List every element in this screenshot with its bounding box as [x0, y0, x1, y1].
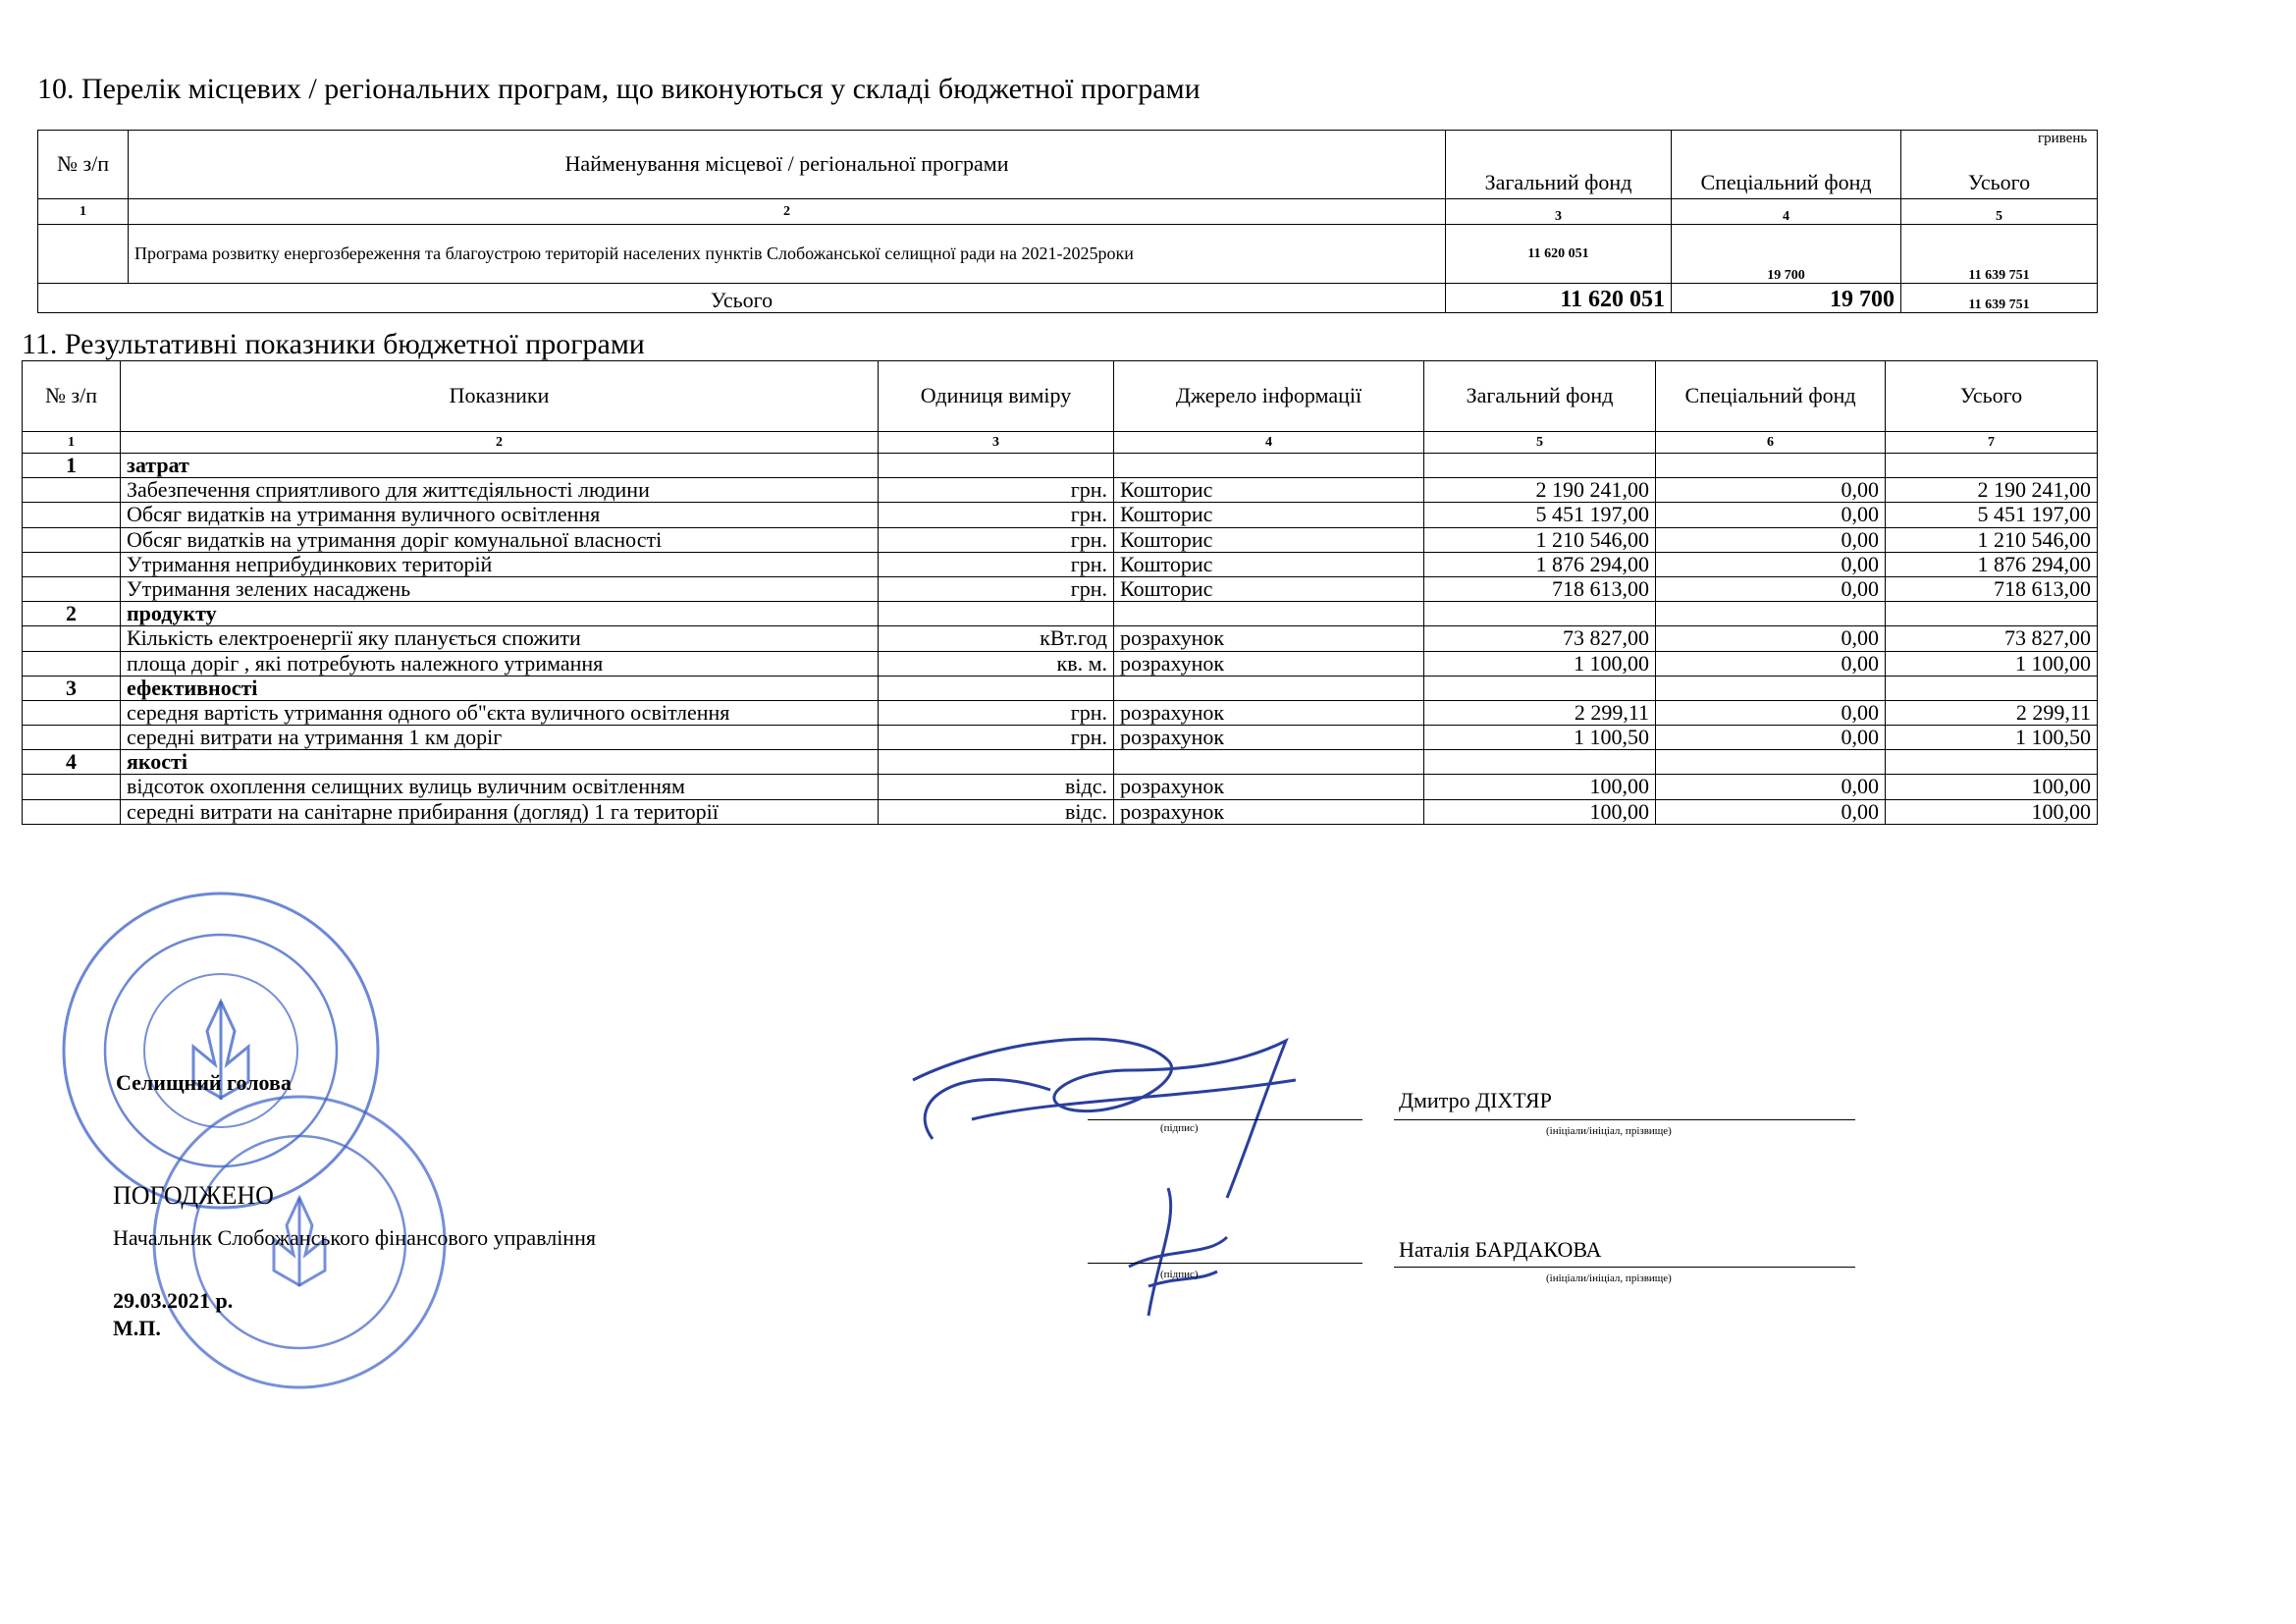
indicator-source: Кошторис — [1114, 478, 1424, 503]
header-total: Усього — [1886, 361, 2098, 432]
indicator-special: 0,00 — [1656, 651, 1886, 676]
indicator-general: 1 876 294,00 — [1424, 552, 1656, 576]
currency-unit: гривень — [2038, 131, 2088, 146]
total-row — [38, 284, 2098, 313]
finance-sign-caption: (підпис) — [1160, 1269, 1199, 1280]
header-general-fund: Загальний фонд — [1446, 131, 1672, 199]
indicator-name: середня вартість утримання одного об"єкта вуличного освітлення — [121, 700, 879, 725]
indicator-num — [23, 478, 121, 503]
empty-cell — [879, 750, 1114, 775]
header-source: Джерело інформації — [1114, 361, 1424, 432]
indicator-special: 0,00 — [1656, 799, 1886, 824]
empty-cell — [1114, 454, 1424, 478]
finance-name: Наталія БАРДАКОВА — [1399, 1237, 1602, 1262]
indicator-name: площа доріг , які потребують належного утримання — [121, 651, 879, 676]
indicator-total: 5 451 197,00 — [1886, 503, 2098, 527]
indicator-unit: грн. — [879, 726, 1114, 750]
programs-table — [37, 130, 2098, 313]
empty-cell — [1886, 454, 2098, 478]
finance-title: Начальник Слобожанського фінансового управління — [113, 1225, 596, 1250]
group-num: 1 — [23, 454, 121, 478]
header-total: Усього — [1901, 131, 2098, 199]
indicator-general: 718 613,00 — [1424, 576, 1656, 601]
indicator-unit: відс. — [879, 775, 1114, 799]
header-general-fund: Загальний фонд — [1424, 361, 1656, 432]
col-number: 4 — [1672, 199, 1901, 225]
indicator-source: Кошторис — [1114, 503, 1424, 527]
header-program-name: Найменування місцевої / регіональної програми — [129, 131, 1446, 199]
indicator-unit: відс. — [879, 799, 1114, 824]
indicator-general: 5 451 197,00 — [1424, 503, 1656, 527]
indicator-general: 73 827,00 — [1424, 626, 1656, 651]
indicator-num — [23, 726, 121, 750]
indicator-general: 1 210 546,00 — [1424, 527, 1656, 552]
indicator-num — [23, 527, 121, 552]
head-title: Селищний голова — [116, 1070, 292, 1095]
indicator-source: Кошторис — [1114, 527, 1424, 552]
program-num — [38, 225, 129, 284]
head-sign-line — [1088, 1119, 1362, 1120]
indicator-source: Кошторис — [1114, 576, 1424, 601]
indicator-source: Кошторис — [1114, 552, 1424, 576]
finance-sign-line — [1088, 1263, 1362, 1264]
table-row — [23, 700, 2098, 725]
indicator-source: розрахунок — [1114, 626, 1424, 651]
program-general: 11 620 051 — [1446, 225, 1672, 284]
indicator-general: 2 299,11 — [1424, 700, 1656, 725]
empty-cell — [1424, 676, 1656, 700]
table-row — [23, 503, 2098, 527]
indicator-total: 2 190 241,00 — [1886, 478, 2098, 503]
col-number: 5 — [1901, 199, 2098, 225]
indicator-name: Утримання неприбудинкових територій — [121, 552, 879, 576]
indicator-unit: кв. м. — [879, 651, 1114, 676]
empty-cell — [1656, 750, 1886, 775]
group-name: продукту — [121, 602, 879, 626]
table-row — [23, 552, 2098, 576]
group-num: 2 — [23, 602, 121, 626]
table-row — [23, 651, 2098, 676]
indicator-unit: грн. — [879, 527, 1114, 552]
indicator-name: середні витрати на санітарне прибирання (догляд) 1 га території — [121, 799, 879, 824]
indicator-source: розрахунок — [1114, 651, 1424, 676]
empty-cell — [879, 676, 1114, 700]
col-number: 3 — [1446, 199, 1672, 225]
header-indicator: Показники — [121, 361, 879, 432]
program-name: Програма розвитку енергозбереження та благоустрою територій населених пунктів Слобожанської селищної ради на 2021-2025роки — [129, 225, 1446, 284]
indicator-name: Забезпечення сприятливого для життєдіяльності людини — [121, 478, 879, 503]
indicator-unit: грн. — [879, 576, 1114, 601]
header-special-fund: Спеціальний фонд — [1656, 361, 1886, 432]
empty-cell — [1424, 750, 1656, 775]
col-number: 2 — [129, 199, 1446, 225]
seal-place-label: М.П. — [113, 1316, 161, 1340]
indicator-name: середні витрати на утримання 1 км доріг — [121, 726, 879, 750]
indicator-general: 100,00 — [1424, 775, 1656, 799]
indicator-total: 718 613,00 — [1886, 576, 2098, 601]
indicator-name: Обсяг видатків на утримання вуличного освітлення — [121, 503, 879, 527]
group-name: ефективності — [121, 676, 879, 700]
empty-cell — [1114, 750, 1424, 775]
indicator-unit: грн. — [879, 478, 1114, 503]
indicator-num — [23, 626, 121, 651]
empty-cell — [1424, 602, 1656, 626]
indicator-total: 1 876 294,00 — [1886, 552, 2098, 576]
col-number: 3 — [879, 432, 1114, 454]
indicator-special: 0,00 — [1656, 527, 1886, 552]
indicator-special: 0,00 — [1656, 552, 1886, 576]
agreed-label: ПОГОДЖЕНО — [113, 1181, 274, 1210]
finance-name-line — [1394, 1267, 1855, 1268]
table-row — [38, 225, 2098, 284]
table-row — [23, 626, 2098, 651]
finance-name-caption: (ініціали/ініціал, прізвище) — [1546, 1272, 1672, 1284]
table-row — [23, 576, 2098, 601]
indicator-total: 100,00 — [1886, 775, 2098, 799]
empty-cell — [879, 454, 1114, 478]
indicator-num — [23, 651, 121, 676]
empty-cell — [1656, 676, 1886, 700]
indicator-special: 0,00 — [1656, 700, 1886, 725]
table-row — [23, 775, 2098, 799]
header-unit: Одиниця виміру — [879, 361, 1114, 432]
indicator-total: 73 827,00 — [1886, 626, 2098, 651]
indicator-name: Обсяг видатків на утримання доріг комунальної власності — [121, 527, 879, 552]
table-row — [23, 527, 2098, 552]
header-num: № з/п — [38, 131, 129, 199]
indicator-special: 0,00 — [1656, 503, 1886, 527]
program-total: 11 639 751 — [1901, 225, 2098, 284]
table-row — [23, 478, 2098, 503]
indicator-source: розрахунок — [1114, 799, 1424, 824]
head-name: Дмитро ДІХТЯР — [1399, 1088, 1552, 1112]
indicator-general: 1 100,50 — [1424, 726, 1656, 750]
group-num: 4 — [23, 750, 121, 775]
table-row — [23, 799, 2098, 824]
indicator-total: 2 299,11 — [1886, 700, 2098, 725]
indicator-special: 0,00 — [1656, 775, 1886, 799]
finance-signature-icon — [1109, 1178, 1247, 1326]
indicator-name: відсоток охоплення селищних вулиць вуличним освітленням — [121, 775, 879, 799]
table-row — [23, 726, 2098, 750]
empty-cell — [1656, 602, 1886, 626]
indicator-general: 2 190 241,00 — [1424, 478, 1656, 503]
indicator-total: 1 100,00 — [1886, 651, 2098, 676]
group-name: якості — [121, 750, 879, 775]
col-number: 2 — [121, 432, 879, 454]
empty-cell — [1886, 602, 2098, 626]
section-11-title: 11. Результативні показники бюджетної програми — [22, 328, 645, 360]
col-number: 5 — [1424, 432, 1656, 454]
indicator-unit: кВт.год — [879, 626, 1114, 651]
empty-cell — [1424, 454, 1656, 478]
indicator-general: 1 100,00 — [1424, 651, 1656, 676]
program-special: 19 700 — [1672, 225, 1901, 284]
indicator-num — [23, 552, 121, 576]
total-total: 11 639 751 — [1901, 284, 2098, 313]
indicator-special: 0,00 — [1656, 478, 1886, 503]
empty-cell — [879, 602, 1114, 626]
indicator-general: 100,00 — [1424, 799, 1656, 824]
indicator-unit: грн. — [879, 700, 1114, 725]
group-name: затрат — [121, 454, 879, 478]
col-number: 1 — [38, 199, 129, 225]
group-num: 3 — [23, 676, 121, 700]
indicator-num — [23, 775, 121, 799]
col-number: 7 — [1886, 432, 2098, 454]
approval-date: 29.03.2021 р. — [113, 1288, 234, 1313]
section-10-title: 10. Перелік місцевих / регіональних програм, що виконуються у складі бюджетної програми — [37, 73, 1201, 105]
head-name-line — [1394, 1119, 1855, 1120]
indicator-name: Утримання зелених насаджень — [121, 576, 879, 601]
total-label: Усього — [38, 284, 1446, 313]
head-name-caption: (ініціали/ініціал, прізвище) — [1546, 1125, 1672, 1137]
col-number: 1 — [23, 432, 121, 454]
total-special: 19 700 — [1672, 284, 1901, 313]
head-sign-caption: (підпис) — [1160, 1122, 1199, 1134]
group-row — [23, 676, 2098, 700]
header-special-fund: Спеціальний фонд — [1672, 131, 1901, 199]
indicator-num — [23, 700, 121, 725]
indicator-source: розрахунок — [1114, 726, 1424, 750]
indicator-special: 0,00 — [1656, 576, 1886, 601]
group-row — [23, 454, 2098, 478]
col-number: 4 — [1114, 432, 1424, 454]
indicator-source: розрахунок — [1114, 775, 1424, 799]
indicator-name: Кількість електроенергії яку планується спожити — [121, 626, 879, 651]
group-row — [23, 602, 2098, 626]
group-row — [23, 750, 2098, 775]
empty-cell — [1656, 454, 1886, 478]
empty-cell — [1114, 602, 1424, 626]
indicator-source: розрахунок — [1114, 700, 1424, 725]
col-number: 6 — [1656, 432, 1886, 454]
indicator-unit: грн. — [879, 552, 1114, 576]
indicator-special: 0,00 — [1656, 626, 1886, 651]
empty-cell — [1886, 750, 2098, 775]
indicators-table — [22, 360, 2098, 825]
empty-cell — [1114, 676, 1424, 700]
header-num: № з/п — [23, 361, 121, 432]
empty-cell — [1886, 676, 2098, 700]
indicator-num — [23, 576, 121, 601]
indicator-total: 1 100,50 — [1886, 726, 2098, 750]
indicator-total: 1 210 546,00 — [1886, 527, 2098, 552]
indicator-special: 0,00 — [1656, 726, 1886, 750]
indicator-num — [23, 799, 121, 824]
indicator-num — [23, 503, 121, 527]
indicator-total: 100,00 — [1886, 799, 2098, 824]
indicator-unit: грн. — [879, 503, 1114, 527]
total-general: 11 620 051 — [1446, 284, 1672, 313]
